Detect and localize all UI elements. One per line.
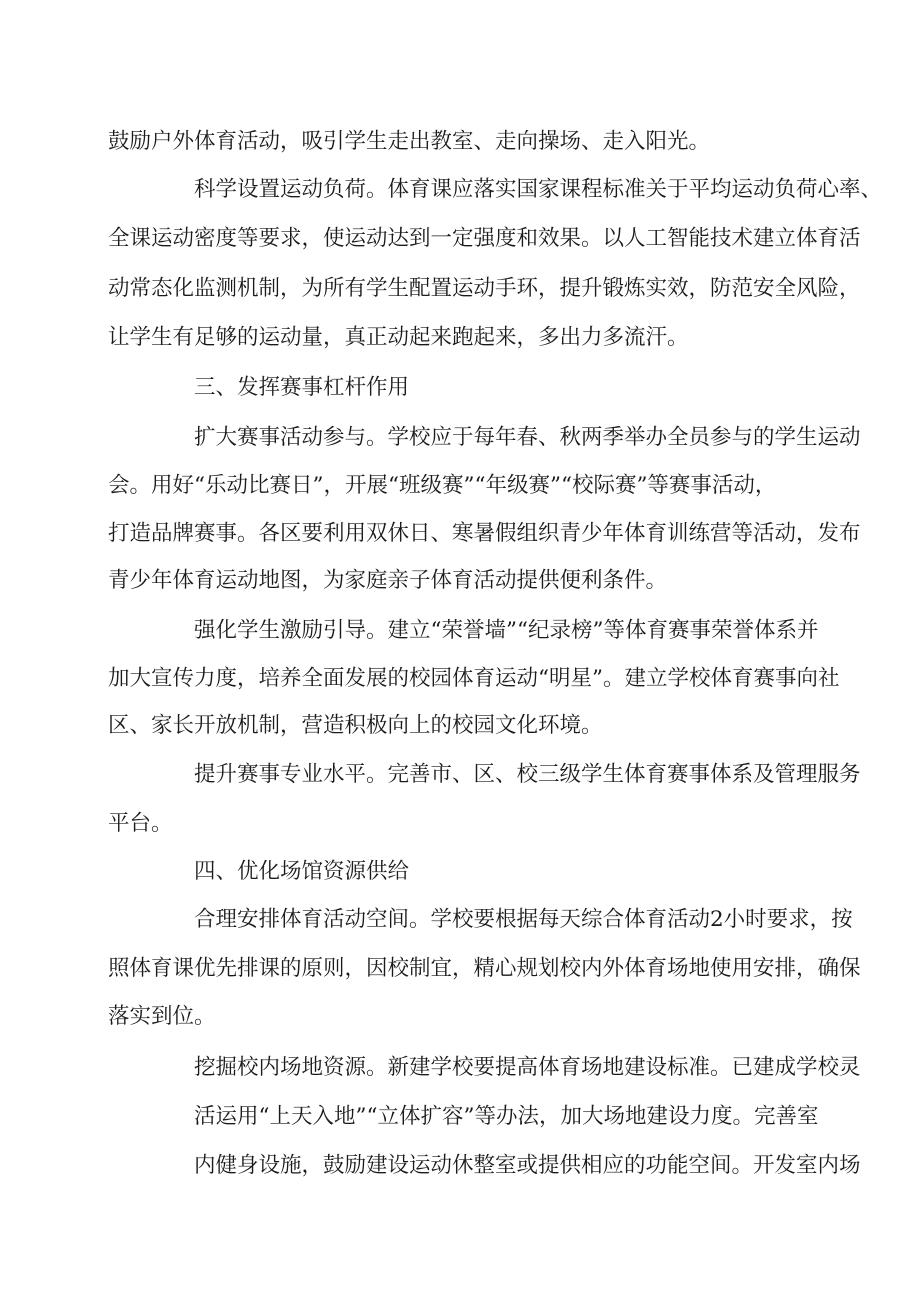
paragraph-line: 打造品牌赛事。各区要利用双休日、寒暑假组织青少年体育训练营等活动，发布 (108, 521, 861, 546)
paragraph-line: 合理安排体育活动空间。学校要根据每天综合体育活动2小时要求，按 (194, 907, 853, 932)
section-heading: 四、优化场馆资源供给 (194, 859, 410, 884)
paragraph-line: 内健身设施，鼓励建设运动休整室或提供相应的功能空间。开发室内场 (194, 1153, 861, 1178)
paragraph-line: 活运用“上天入地”“立体扩容”等办法，加大场地建设力度。完善室 (194, 1104, 819, 1129)
paragraph-line: 强化学生激励引导。建立“荣誉墙”“纪录榜”等体育赛事荣誉体系并 (194, 618, 819, 643)
paragraph-line: 提升赛事专业水平。完善市、区、校三级学生体育赛事体系及管理服务 (194, 762, 861, 787)
section-heading: 三、发挥赛事杠杆作用 (194, 375, 410, 400)
paragraph-line: 鼓励户外体育活动，吸引学生走出教室、走向操场、走入阳光。 (108, 129, 711, 154)
paragraph-line: 让学生有足够的运动量，真正动起来跑起来，多出力多流汗。 (108, 325, 689, 350)
paragraph-line: 扩大赛事活动参与。学校应于每年春、秋两季举办全员参与的学生运动 (194, 425, 861, 450)
paragraph-line: 全课运动密度等要求，使运动达到一定强度和效果。以人工智能技术建立体育活 (108, 226, 861, 251)
paragraph-line: 会。用好“乐动比赛日”，开展“班级赛”“年级赛”“校际赛”等赛事活动， (108, 473, 777, 498)
paragraph-line: 青少年体育运动地图，为家庭亲子体育活动提供便利条件。 (108, 568, 668, 593)
paragraph-line: 落实到位。 (108, 1004, 216, 1029)
paragraph-line: 区、家长开放机制，营造积极向上的校园文化环境。 (108, 713, 603, 738)
paragraph-line: 平台。 (108, 811, 173, 836)
paragraph-line: 动常态化监测机制，为所有学生配置运动手环，提升锻炼实效，防范安全风险， (108, 276, 861, 301)
paragraph-line: 加大宣传力度，培养全面发展的校园体育运动“明星”。建立学校体育赛事向社 (108, 666, 840, 691)
paragraph-line: 科学设置运动负荷。体育课应落实国家课程标准关于平均运动负荷心率、 (194, 177, 883, 202)
paragraph-line: 照体育课优先排课的原则，因校制宜，精心规划校内外体育场地使用安排，确保 (108, 956, 861, 981)
paragraph-line: 挖掘校内场地资源。新建学校要提高体育场地建设标准。已建成学校灵 (194, 1055, 861, 1080)
